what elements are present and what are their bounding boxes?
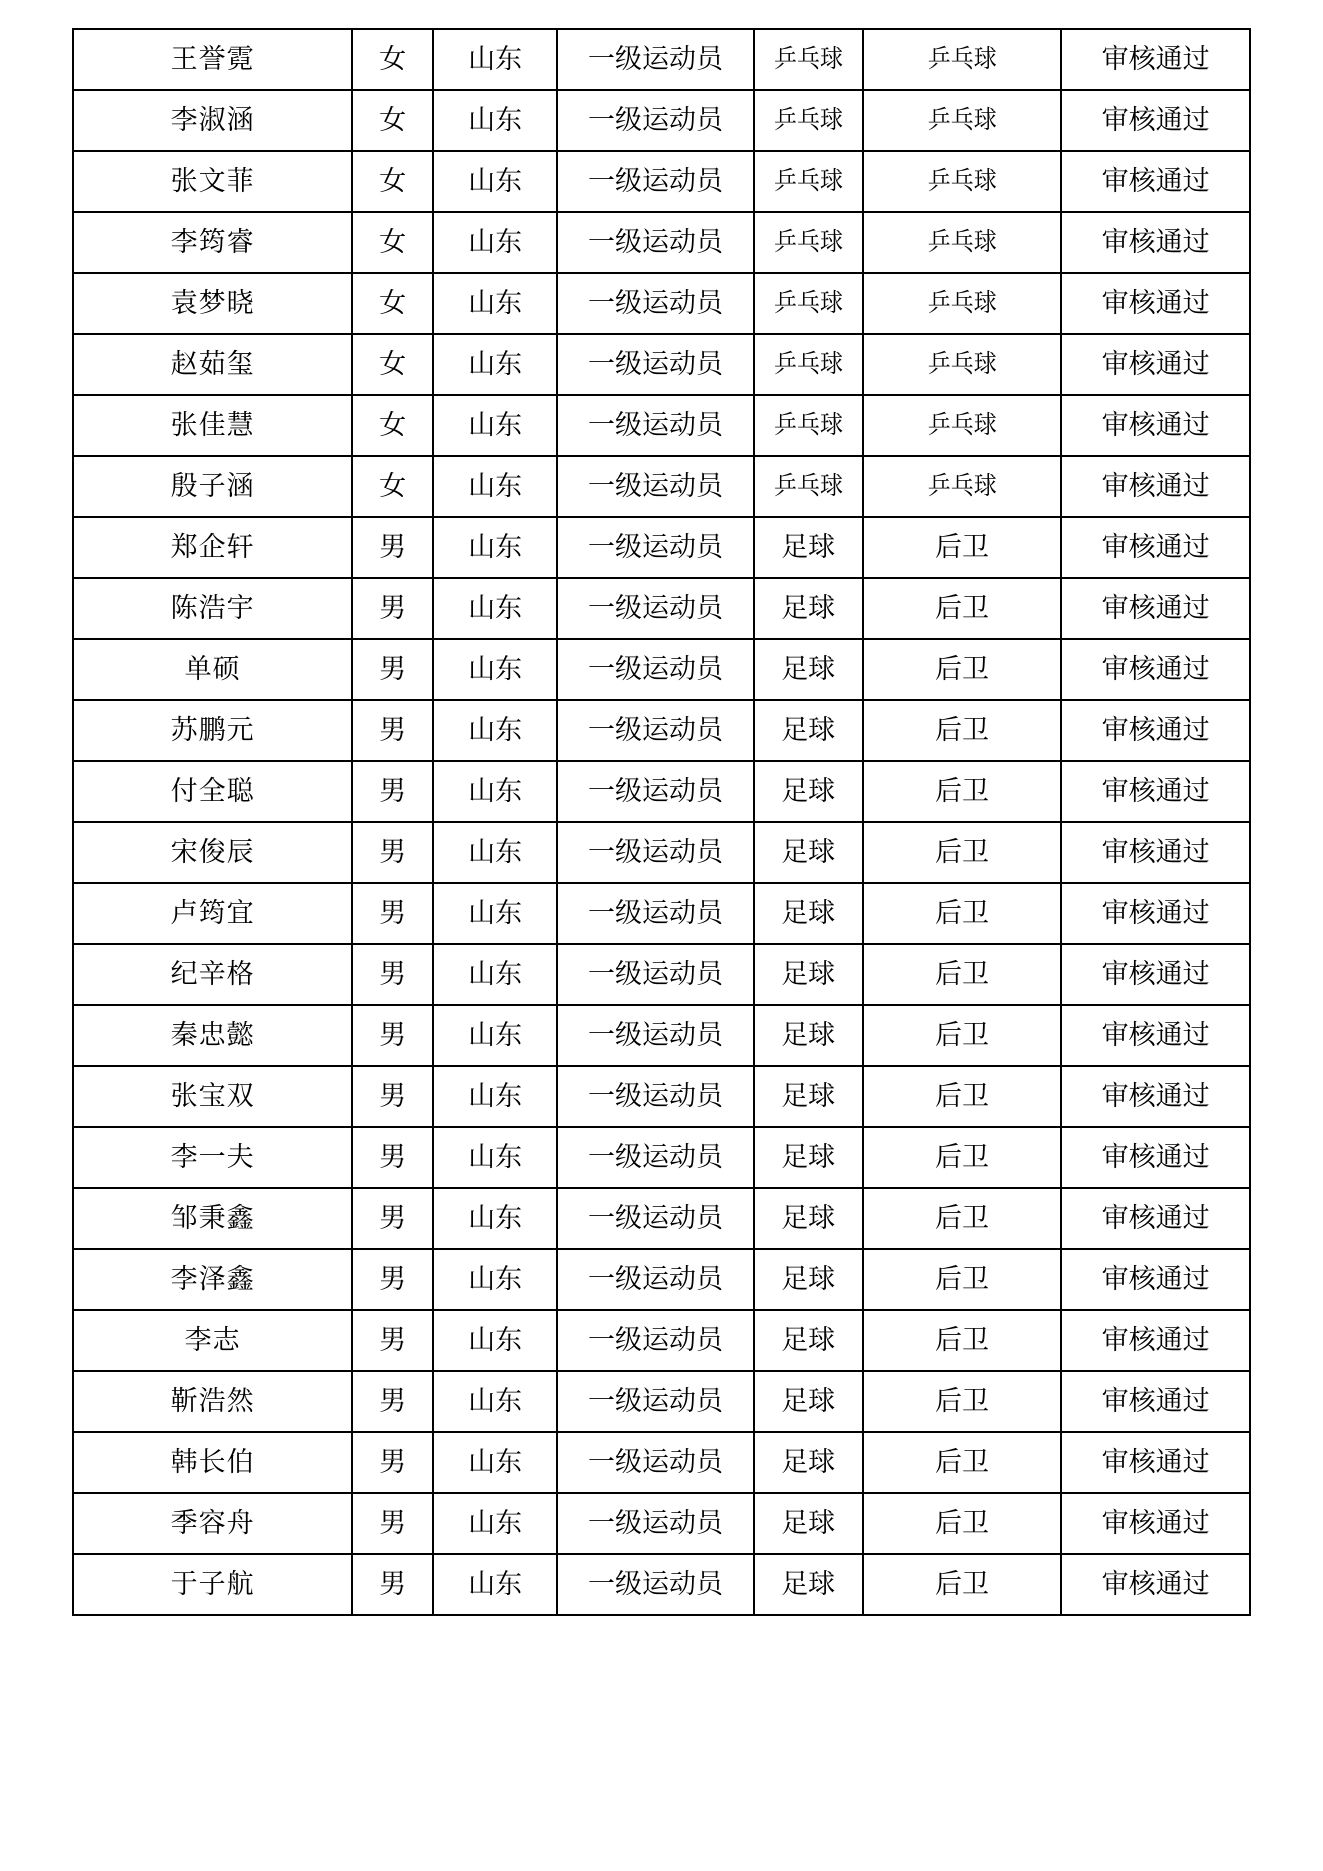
- cell-name: 单硕: [73, 639, 352, 700]
- table-row: [73, 639, 1250, 700]
- cell-name: 赵茹玺: [73, 334, 352, 395]
- cell-region: 山东: [433, 822, 557, 883]
- cell-sport: 足球: [754, 1554, 863, 1615]
- cell-region: 山东: [433, 151, 557, 212]
- cell-region: 山东: [433, 1188, 557, 1249]
- cell-sport: 足球: [754, 1188, 863, 1249]
- cell-sport: 足球: [754, 1493, 863, 1554]
- cell-event: 后卫: [863, 1127, 1062, 1188]
- cell-event: 乒乓球: [871, 273, 1054, 334]
- cell-sport: 足球: [754, 944, 863, 1005]
- cell-region: 山东: [433, 90, 557, 151]
- table-row: [73, 1432, 1250, 1493]
- cell-event: 后卫: [863, 1371, 1062, 1432]
- cell-status: 审核通过: [1061, 1066, 1250, 1127]
- cell-sport: 乒乓球: [758, 395, 858, 456]
- cell-event: 后卫: [863, 578, 1062, 639]
- cell-level: 一级运动员: [557, 334, 753, 395]
- cell-region: 山东: [433, 883, 557, 944]
- cell-region: 山东: [433, 273, 557, 334]
- table-row: [73, 151, 1250, 212]
- table-row: [73, 1310, 1250, 1371]
- cell-gender: 女: [352, 456, 433, 517]
- cell-region: 山东: [433, 1066, 557, 1127]
- cell-event: 后卫: [863, 944, 1062, 1005]
- cell-region: 山东: [433, 212, 557, 273]
- cell-sport: 足球: [754, 761, 863, 822]
- cell-level: 一级运动员: [557, 1493, 753, 1554]
- cell-event: 后卫: [863, 1188, 1062, 1249]
- cell-name: 王誉霓: [73, 29, 352, 90]
- cell-region: 山东: [433, 944, 557, 1005]
- cell-event: 后卫: [863, 761, 1062, 822]
- cell-event: 乒乓球: [871, 334, 1054, 395]
- cell-status: 审核通过: [1061, 29, 1250, 90]
- cell-gender: 男: [352, 1249, 433, 1310]
- cell-gender: 男: [352, 1310, 433, 1371]
- cell-event: 乒乓球: [871, 456, 1054, 517]
- cell-sport: 足球: [754, 578, 863, 639]
- cell-region: 山东: [433, 517, 557, 578]
- cell-event: 乒乓球: [871, 151, 1054, 212]
- cell-gender: 男: [352, 1432, 433, 1493]
- table-row: [73, 517, 1250, 578]
- table-row: [73, 1066, 1250, 1127]
- cell-sport: 乒乓球: [758, 90, 858, 151]
- cell-region: 山东: [433, 1371, 557, 1432]
- cell-gender: 男: [352, 639, 433, 700]
- cell-name: 韩长伯: [73, 1432, 352, 1493]
- cell-region: 山东: [433, 700, 557, 761]
- cell-sport: 乒乓球: [758, 29, 858, 90]
- cell-gender: 男: [352, 1066, 433, 1127]
- cell-region: 山东: [433, 1310, 557, 1371]
- table-row: [73, 700, 1250, 761]
- cell-gender: 女: [352, 395, 433, 456]
- table-row: [73, 29, 1250, 90]
- cell-region: 山东: [433, 395, 557, 456]
- cell-gender: 男: [352, 700, 433, 761]
- cell-event: 后卫: [863, 1005, 1062, 1066]
- cell-gender: 男: [352, 822, 433, 883]
- cell-status: 审核通过: [1061, 761, 1250, 822]
- cell-status: 审核通过: [1061, 151, 1250, 212]
- cell-level: 一级运动员: [557, 1188, 753, 1249]
- cell-sport: 足球: [754, 1066, 863, 1127]
- cell-gender: 女: [352, 151, 433, 212]
- cell-name: 李淑涵: [73, 90, 352, 151]
- cell-gender: 女: [352, 334, 433, 395]
- cell-gender: 男: [352, 883, 433, 944]
- cell-level: 一级运动员: [557, 456, 753, 517]
- cell-level: 一级运动员: [557, 578, 753, 639]
- table-row: [73, 883, 1250, 944]
- cell-name: 袁梦晓: [73, 273, 352, 334]
- cell-status: 审核通过: [1061, 822, 1250, 883]
- cell-sport: 乒乓球: [758, 273, 858, 334]
- cell-region: 山东: [433, 1249, 557, 1310]
- cell-event: 后卫: [863, 883, 1062, 944]
- cell-status: 审核通过: [1061, 90, 1250, 151]
- cell-status: 审核通过: [1061, 273, 1250, 334]
- table-row: [73, 273, 1250, 334]
- cell-event: 后卫: [863, 822, 1062, 883]
- cell-status: 审核通过: [1061, 1188, 1250, 1249]
- cell-region: 山东: [433, 578, 557, 639]
- cell-event: 后卫: [863, 1310, 1062, 1371]
- table-row: [73, 944, 1250, 1005]
- cell-level: 一级运动员: [557, 761, 753, 822]
- cell-status: 审核通过: [1061, 700, 1250, 761]
- cell-event: 后卫: [863, 1249, 1062, 1310]
- cell-name: 于子航: [73, 1554, 352, 1615]
- table-row: [73, 1127, 1250, 1188]
- cell-level: 一级运动员: [557, 151, 753, 212]
- cell-event: 后卫: [863, 1066, 1062, 1127]
- cell-name: 李筠睿: [73, 212, 352, 273]
- cell-event: 后卫: [863, 1493, 1062, 1554]
- cell-level: 一级运动员: [557, 944, 753, 1005]
- cell-gender: 女: [352, 29, 433, 90]
- cell-name: 苏鹏元: [73, 700, 352, 761]
- cell-name: 李一夫: [73, 1127, 352, 1188]
- cell-gender: 男: [352, 1371, 433, 1432]
- table-row: [73, 334, 1250, 395]
- cell-gender: 女: [352, 212, 433, 273]
- cell-gender: 男: [352, 761, 433, 822]
- cell-event: 后卫: [863, 1432, 1062, 1493]
- cell-sport: 足球: [754, 1127, 863, 1188]
- cell-sport: 足球: [754, 1371, 863, 1432]
- cell-region: 山东: [433, 1554, 557, 1615]
- cell-status: 审核通过: [1061, 944, 1250, 1005]
- cell-level: 一级运动员: [557, 639, 753, 700]
- cell-name: 邹秉鑫: [73, 1188, 352, 1249]
- cell-event: 乒乓球: [871, 90, 1054, 151]
- cell-status: 审核通过: [1061, 1127, 1250, 1188]
- cell-sport: 足球: [754, 1432, 863, 1493]
- cell-gender: 女: [352, 273, 433, 334]
- cell-sport: 足球: [754, 1005, 863, 1066]
- table-row: [73, 761, 1250, 822]
- cell-status: 审核通过: [1061, 212, 1250, 273]
- table-row: [73, 1371, 1250, 1432]
- cell-level: 一级运动员: [557, 1249, 753, 1310]
- cell-gender: 男: [352, 1493, 433, 1554]
- cell-event: 乒乓球: [871, 395, 1054, 456]
- cell-event: 后卫: [863, 1554, 1062, 1615]
- cell-level: 一级运动员: [557, 90, 753, 151]
- cell-level: 一级运动员: [557, 273, 753, 334]
- cell-region: 山东: [433, 29, 557, 90]
- cell-sport: 乒乓球: [758, 334, 858, 395]
- cell-region: 山东: [433, 1432, 557, 1493]
- cell-level: 一级运动员: [557, 822, 753, 883]
- cell-name: 殷子涵: [73, 456, 352, 517]
- cell-event: 后卫: [863, 517, 1062, 578]
- cell-sport: 足球: [754, 1249, 863, 1310]
- cell-name: 宋俊辰: [73, 822, 352, 883]
- cell-gender: 男: [352, 1554, 433, 1615]
- cell-status: 审核通过: [1061, 334, 1250, 395]
- cell-level: 一级运动员: [557, 700, 753, 761]
- cell-level: 一级运动员: [557, 517, 753, 578]
- cell-name: 张宝双: [73, 1066, 352, 1127]
- table-row: [73, 1554, 1250, 1615]
- athlete-roster-table: [72, 28, 1251, 1616]
- cell-region: 山东: [433, 456, 557, 517]
- cell-name: 李泽鑫: [73, 1249, 352, 1310]
- cell-level: 一级运动员: [557, 1371, 753, 1432]
- table-row: [73, 578, 1250, 639]
- cell-event: 乒乓球: [871, 29, 1054, 90]
- cell-status: 审核通过: [1061, 1493, 1250, 1554]
- table-body: [73, 29, 1250, 1615]
- cell-level: 一级运动员: [557, 1554, 753, 1615]
- cell-name: 陈浩宇: [73, 578, 352, 639]
- cell-region: 山东: [433, 639, 557, 700]
- cell-sport: 足球: [754, 883, 863, 944]
- cell-name: 李志: [73, 1310, 352, 1371]
- cell-region: 山东: [433, 334, 557, 395]
- cell-sport: 足球: [754, 639, 863, 700]
- cell-sport: 足球: [754, 517, 863, 578]
- cell-event: 乒乓球: [871, 212, 1054, 273]
- cell-status: 审核通过: [1061, 883, 1250, 944]
- cell-gender: 男: [352, 944, 433, 1005]
- table-row: [73, 1249, 1250, 1310]
- cell-name: 张文菲: [73, 151, 352, 212]
- cell-gender: 男: [352, 1005, 433, 1066]
- cell-level: 一级运动员: [557, 212, 753, 273]
- cell-name: 张佳慧: [73, 395, 352, 456]
- cell-level: 一级运动员: [557, 1310, 753, 1371]
- cell-status: 审核通过: [1061, 1249, 1250, 1310]
- cell-status: 审核通过: [1061, 456, 1250, 517]
- cell-level: 一级运动员: [557, 29, 753, 90]
- cell-level: 一级运动员: [557, 883, 753, 944]
- cell-sport: 乒乓球: [758, 151, 858, 212]
- cell-status: 审核通过: [1061, 578, 1250, 639]
- cell-status: 审核通过: [1061, 517, 1250, 578]
- table-row: [73, 395, 1250, 456]
- cell-name: 纪辛格: [73, 944, 352, 1005]
- cell-gender: 女: [352, 90, 433, 151]
- cell-gender: 男: [352, 517, 433, 578]
- cell-level: 一级运动员: [557, 395, 753, 456]
- cell-name: 季容舟: [73, 1493, 352, 1554]
- cell-region: 山东: [433, 1005, 557, 1066]
- cell-sport: 足球: [754, 822, 863, 883]
- table-row: [73, 1188, 1250, 1249]
- table-row: [73, 1493, 1250, 1554]
- cell-region: 山东: [433, 761, 557, 822]
- cell-level: 一级运动员: [557, 1066, 753, 1127]
- cell-sport: 乒乓球: [758, 212, 858, 273]
- cell-region: 山东: [433, 1493, 557, 1554]
- cell-name: 卢筠宜: [73, 883, 352, 944]
- cell-level: 一级运动员: [557, 1127, 753, 1188]
- cell-event: 后卫: [863, 639, 1062, 700]
- cell-status: 审核通过: [1061, 1005, 1250, 1066]
- cell-gender: 男: [352, 1188, 433, 1249]
- cell-status: 审核通过: [1061, 1554, 1250, 1615]
- table-row: [73, 1005, 1250, 1066]
- cell-name: 付全聪: [73, 761, 352, 822]
- cell-status: 审核通过: [1061, 1432, 1250, 1493]
- table-row: [73, 212, 1250, 273]
- table-row: [73, 90, 1250, 151]
- cell-sport: 乒乓球: [758, 456, 858, 517]
- cell-gender: 男: [352, 578, 433, 639]
- cell-status: 审核通过: [1061, 1371, 1250, 1432]
- cell-status: 审核通过: [1061, 639, 1250, 700]
- cell-sport: 足球: [754, 1310, 863, 1371]
- cell-sport: 足球: [754, 700, 863, 761]
- cell-level: 一级运动员: [557, 1005, 753, 1066]
- cell-region: 山东: [433, 1127, 557, 1188]
- table-row: [73, 456, 1250, 517]
- cell-status: 审核通过: [1061, 1310, 1250, 1371]
- cell-level: 一级运动员: [557, 1432, 753, 1493]
- table-row: [73, 822, 1250, 883]
- cell-name: 郑企轩: [73, 517, 352, 578]
- cell-name: 秦忠懿: [73, 1005, 352, 1066]
- cell-gender: 男: [352, 1127, 433, 1188]
- cell-event: 后卫: [863, 700, 1062, 761]
- cell-name: 靳浩然: [73, 1371, 352, 1432]
- cell-status: 审核通过: [1061, 395, 1250, 456]
